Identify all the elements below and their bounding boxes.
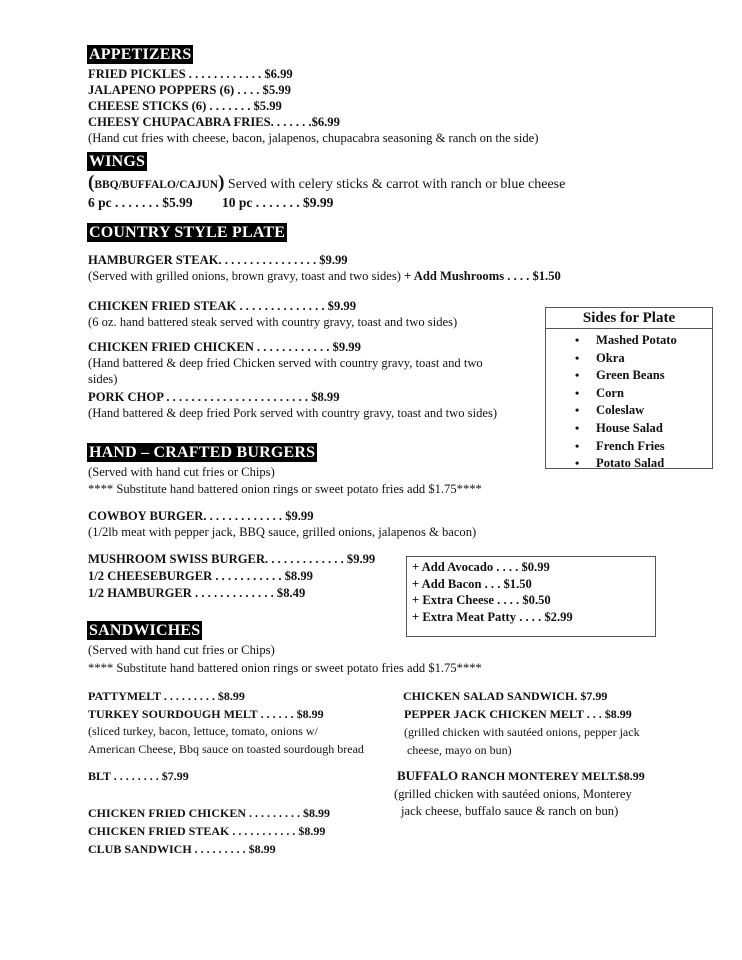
chupacabra-fries-description: (Hand cut fries with cheese, bacon, jalapenos, chupacabra seasoning & ranch on the side) bbox=[88, 131, 539, 145]
burgers-header: HAND – CRAFTED BURGERS bbox=[89, 444, 316, 461]
sides-title: Sides for Plate bbox=[546, 308, 712, 329]
menu-item-cowboy-burger: COWBOY BURGER. . . . . . . . . . . . . $9.99 bbox=[88, 509, 314, 523]
wings-price-10pc: 10 pc . . . . . . . $9.99 bbox=[222, 195, 334, 210]
wings-price-6pc: 6 pc . . . . . . . $5.99 bbox=[88, 195, 193, 210]
side-item bbox=[546, 367, 712, 385]
buffalo-rest: RANCH MONTEREY MELT.$8.99 bbox=[458, 769, 645, 783]
hamburger-steak-description-line bbox=[88, 268, 561, 284]
menu-item-half-hamburger: 1/2 HAMBURGER . . . . . . . . . . . . . $8.49 bbox=[88, 586, 306, 600]
side-item-label: Green Beans bbox=[596, 368, 665, 383]
menu-item-half-cheeseburger: 1/2 CHEESEBURGER . . . . . . . . . . . $8.99 bbox=[88, 569, 313, 583]
side-item-label: Coleslaw bbox=[596, 403, 645, 418]
menu-item-chupacabra-fries: CHEESY CHUPACABRA FRIES. . . . . . .$6.99 bbox=[88, 115, 340, 129]
country-style-plate-header: COUNTRY STYLE PLATE bbox=[89, 224, 286, 241]
sandwiches-header: SANDWICHES bbox=[89, 622, 201, 639]
burgers-note-fries: (Served with hand cut fries or Chips) bbox=[88, 465, 275, 479]
wings-header: WINGS bbox=[89, 153, 146, 170]
bullet-icon: • bbox=[575, 333, 580, 347]
menu-item-sandwich-chicken-fried-chicken: CHICKEN FRIED CHICKEN . . . . . . . . . $8.99 bbox=[88, 806, 331, 820]
sides-box bbox=[545, 307, 713, 469]
addon-extra-cheese: + Extra Cheese . . . . $0.50 bbox=[412, 593, 551, 607]
menu-item-chicken-fried-steak: CHICKEN FRIED STEAK . . . . . . . . . . . . . . $9.99 bbox=[88, 299, 356, 313]
menu-item-jalapeno-poppers: JALAPENO POPPERS (6) . . . . $5.99 bbox=[88, 83, 291, 97]
menu-item-fried-pickles: FRIED PICKLES . . . . . . . . . . . . $6.99 bbox=[88, 67, 293, 81]
menu-item-blt: BLT . . . . . . . . $7.99 bbox=[88, 769, 189, 783]
side-item bbox=[546, 385, 712, 403]
side-item bbox=[546, 455, 712, 473]
bullet-icon: • bbox=[575, 368, 580, 383]
burgers-note-substitute: **** Substitute hand battered onion rings or sweet potato fries add $1.75**** bbox=[88, 482, 482, 496]
menu-item-pattymelt: PATTYMELT . . . . . . . . . $8.99 bbox=[88, 689, 245, 703]
wings-flavors: BBQ/BUFFALO/CAJUN bbox=[94, 179, 219, 191]
cowboy-burger-description: (1/2lb meat with pepper jack, BBQ sauce, grilled onions, jalapenos & bacon) bbox=[88, 525, 477, 539]
bullet-icon: • bbox=[575, 438, 580, 453]
menu-item-mushroom-swiss-burger: MUSHROOM SWISS BURGER. . . . . . . . . . . . . $9.99 bbox=[88, 552, 376, 566]
pepper-jack-melt-description-line1: (grilled chicken with sautéed onions, pepper jack bbox=[404, 725, 640, 739]
side-item-label: House Salad bbox=[596, 420, 663, 435]
menu-item-pork-chop: PORK CHOP . . . . . . . . . . . . . . . . . . . . . . . $8.99 bbox=[88, 390, 340, 404]
hamburger-steak-description: (Served with grilled onions, brown gravy, toast and two sides) bbox=[88, 269, 401, 283]
turkey-melt-description-line2: American Cheese, Bbq sauce on toasted sourdough bread bbox=[88, 742, 364, 756]
side-item-label: French Fries bbox=[596, 438, 665, 453]
side-item bbox=[546, 332, 712, 350]
side-item bbox=[546, 420, 712, 438]
menu-item-turkey-sourdough-melt: TURKEY SOURDOUGH MELT . . . . . . $8.99 bbox=[88, 707, 324, 721]
menu-item-buffalo-ranch-monterey-melt bbox=[397, 768, 645, 784]
addon-extra-meat-patty: + Extra Meat Patty . . . . $2.99 bbox=[412, 609, 573, 624]
bullet-icon: • bbox=[575, 385, 580, 400]
bullet-icon: • bbox=[575, 456, 580, 471]
menu-item-chicken-fried-chicken: CHICKEN FRIED CHICKEN . . . . . . . . . . . . $9.99 bbox=[88, 340, 361, 354]
addon-avocado: + Add Avocado . . . . $0.99 bbox=[412, 560, 550, 574]
addon-bacon: + Add Bacon . . . $1.50 bbox=[412, 576, 532, 591]
pepper-jack-melt-description-line2: cheese, mayo on bun) bbox=[407, 743, 512, 757]
menu-item-pepper-jack-chicken-melt: PEPPER JACK CHICKEN MELT . . . $8.99 bbox=[404, 707, 632, 721]
chicken-fried-chicken-description-line1: (Hand battered & deep fried Chicken served with country gravy, toast and two bbox=[88, 356, 483, 370]
side-item-label: Corn bbox=[596, 385, 624, 400]
menu-item-cheese-sticks: CHEESE STICKS (6) . . . . . . . $5.99 bbox=[88, 99, 282, 113]
sandwiches-note-substitute: **** Substitute hand battered onion rings or sweet potato fries add $1.75**** bbox=[88, 661, 482, 675]
buffalo-melt-description-line2: jack cheese, buffalo sauce & ranch on bun) bbox=[401, 804, 619, 818]
sandwiches-note-fries: (Served with hand cut fries or Chips) bbox=[88, 643, 275, 657]
chicken-fried-steak-description: (6 oz. hand battered steak served with country gravy, toast and two sides) bbox=[88, 315, 458, 329]
side-item bbox=[546, 402, 712, 420]
bullet-icon: • bbox=[575, 350, 580, 365]
buffalo-prefix: BUFFALO bbox=[397, 768, 459, 783]
bullet-icon: • bbox=[575, 403, 580, 418]
menu-item-sandwich-chicken-fried-steak: CHICKEN FRIED STEAK . . . . . . . . . . . $8.99 bbox=[88, 824, 326, 838]
appetizers-header: APPETIZERS bbox=[89, 46, 192, 63]
side-item bbox=[546, 438, 712, 456]
side-item-label: Potato Salad bbox=[596, 456, 665, 471]
buffalo-melt-description-line1: (grilled chicken with sautéed onions, Monterey bbox=[394, 787, 632, 801]
wings-description-line: (BBQ/BUFFALO/CAJUN) Served with celery sticks & carrot with ranch or blue cheese bbox=[88, 172, 566, 193]
addons-box bbox=[406, 556, 656, 637]
side-item bbox=[546, 350, 712, 368]
menu-item-chicken-salad-sandwich: CHICKEN SALAD SANDWICH. $7.99 bbox=[403, 689, 608, 703]
bullet-icon: • bbox=[575, 420, 580, 435]
menu-item-hamburger-steak: HAMBURGER STEAK. . . . . . . . . . . . . . . . $9.99 bbox=[88, 253, 348, 267]
wings-description: Served with celery sticks & carrot with ranch or blue cheese bbox=[227, 177, 566, 192]
side-item-label: Mashed Potato bbox=[596, 333, 677, 347]
turkey-melt-description-line1: (sliced turkey, bacon, lettuce, tomato, onions w/ bbox=[88, 724, 318, 738]
side-item-label: Okra bbox=[596, 350, 625, 365]
sides-list bbox=[546, 329, 712, 473]
pork-chop-description: (Hand battered & deep fried Pork served with country gravy, toast and two sides) bbox=[88, 406, 498, 420]
chicken-fried-chicken-description-line2: sides) bbox=[88, 372, 118, 386]
menu-item-club-sandwich: CLUB SANDWICH . . . . . . . . . $8.99 bbox=[88, 842, 276, 856]
add-mushrooms-option: + Add Mushrooms . . . . $1.50 bbox=[404, 269, 561, 283]
